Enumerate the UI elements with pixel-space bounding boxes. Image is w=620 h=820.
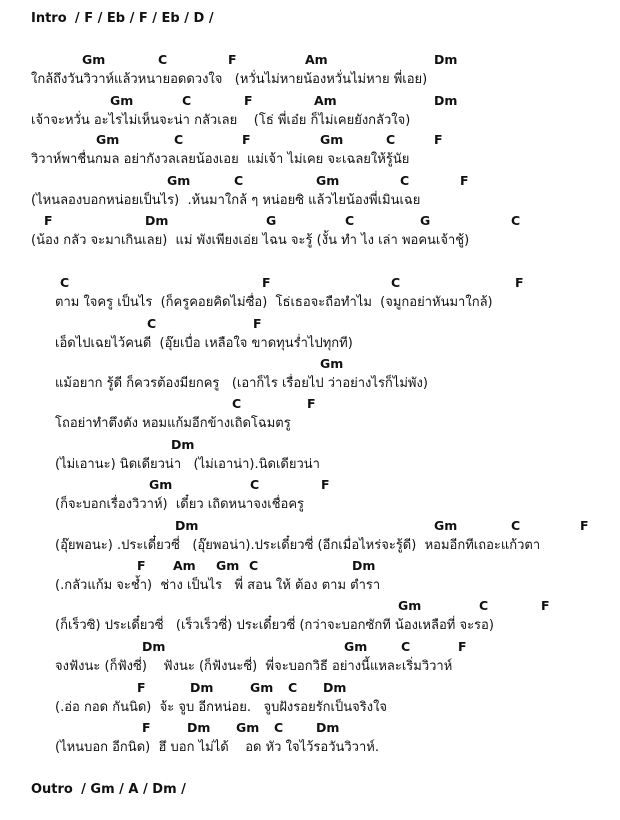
chord-label: Am	[314, 93, 337, 108]
chord-label: Dm	[352, 558, 376, 573]
chord-label: C	[174, 132, 184, 147]
lyric-line: จงฟังนะ (ก็ฟังซี่) ฟังนะ (ก็ฟังนะซี่) พี่จะบอกวิธี อย่างนี้แหละเริ่มวิวาห์	[55, 659, 453, 674]
chord-label: F	[541, 598, 550, 613]
chord-label: F	[580, 518, 589, 533]
lyric-line: เจ้าจะหวั่น อะไรไม่เห็นจะน่า กลัวเลย (โธ่ พี่เอ๋ย ก็ไม่เคยยังกลัวใจ)	[31, 113, 411, 128]
chord-label: C	[401, 639, 411, 654]
chord-label: Dm	[142, 639, 166, 654]
chord-label: F	[253, 316, 262, 331]
chord-label: F	[307, 396, 316, 411]
lyric-line: (ก็จะบอกเรื่องวิวาห์) เดี๋ยว เถิดหนาจงเชื่อครู	[55, 497, 305, 512]
chord-label: F	[137, 558, 146, 573]
intro-label: Intro	[31, 11, 67, 26]
lyric-line: (ไหนบอก อีกนิด) ฮึ บอก ไม่ได้ อด หัว ใจไว้รอวันวิวาห์.	[55, 740, 379, 755]
chord-label: F	[434, 132, 443, 147]
lyric-line: (น้อง กลัว จะมาเกินเลย) แม่ พังเพียงเอ่ย ไฉน จะรู้ (งั้น ทำ ไง เล่า พอคนเจ้าชู้)	[31, 233, 470, 248]
chord-label: C	[386, 132, 396, 147]
chord-label: Gm	[320, 132, 344, 147]
lyric-line: เอ็ดไปเฉยไว้คนดี (อุ๊ยเบื่อ เหลือใจ ขาดทุนร่ำไปทุกที)	[55, 336, 353, 351]
chord-label: F	[321, 477, 330, 492]
chord-label: C	[345, 213, 355, 228]
lyric-line: แม้อยาก รู้ดี ก็ควรต้องมียกครู (เอาก็ไร เรื่อยไป ว่าอย่างไรก็ไม่พัง)	[55, 376, 428, 391]
chord-label: C	[234, 173, 244, 188]
outro-label: Outro	[31, 782, 73, 797]
chord-label: Gm	[82, 52, 106, 67]
chord-label: Gm	[320, 356, 344, 371]
chord-label: Dm	[190, 680, 214, 695]
lyric-line: โถอย่าทำตึงตัง หอมแก้มอีกข้างเถิดโฉมตรู	[55, 416, 291, 431]
chord-label: Dm	[434, 52, 458, 67]
lyric-line: ใกล้ถึงวันวิวาห์แล้วหนายอดดวงใจ (หวั่นไม่หายน้องหวั่นไม่หาย พี่เอย)	[31, 72, 428, 87]
lyric-line: (อุ๊ยพอนะ) .ประเดี๋ยวซี่ (อุ๊ยพอน่า).ประเดี๋ยวซี่ (อีกเมื่อไหร่จะรู้ดี) หอมอีกทีเถอะแก้วตา	[55, 538, 541, 553]
chord-label: Gm	[110, 93, 134, 108]
chord-label: Dm	[316, 720, 340, 735]
lyric-line: (.อ่อ กอด กันนิด) จ้ะ จูบ อีกหน่อย. จูบฝังรอยรักเป็นจริงใจ	[55, 700, 388, 715]
chord-label: Gm	[344, 639, 368, 654]
chord-label: G	[266, 213, 277, 228]
chord-label: F	[244, 93, 253, 108]
chord-label: Gm	[216, 558, 240, 573]
chord-label: Dm	[175, 518, 199, 533]
lyric-line: (ก็เร็วซิ) ประเดี๋ยวซี่ (เร็วเร็วซี่) ประเดี๋ยวซี่ (กว่าจะบอกซักที น้องเหลือที่ จะรอ)	[55, 618, 494, 633]
chord-label: C	[147, 316, 157, 331]
chord-label: Am	[305, 52, 328, 67]
chord-label: G	[420, 213, 431, 228]
chord-label: F	[460, 173, 469, 188]
intro-progression: / F / Eb / F / Eb / D /	[74, 11, 214, 26]
chord-label: Dm	[434, 93, 458, 108]
chord-label: C	[250, 477, 260, 492]
chord-label: Dm	[323, 680, 347, 695]
chord-label: C	[60, 275, 70, 290]
chord-label: F	[228, 52, 237, 67]
chord-label: Am	[173, 558, 196, 573]
chord-label: Gm	[250, 680, 274, 695]
chord-label: Gm	[96, 132, 120, 147]
chord-label: C	[232, 396, 242, 411]
lyric-line: ตาม ใจครู เป็นไร (ก็ครูคอยคิดไม่ซื่อ) โธ่เธอจะถือทำไม (จมูกอย่าหันมาใกล้)	[55, 295, 493, 310]
lyric-line: (ไม่เอานะ) นิดเดียวน่า (ไม่เอาน่า).นิดเดียวน่า	[55, 457, 320, 472]
chord-label: Dm	[171, 437, 195, 452]
chord-label: Gm	[398, 598, 422, 613]
chord-label: C	[274, 720, 284, 735]
chord-label: Gm	[236, 720, 260, 735]
chord-label: Dm	[145, 213, 169, 228]
chord-label: C	[249, 558, 259, 573]
chord-label: C	[400, 173, 410, 188]
chord-label: Gm	[149, 477, 173, 492]
lyric-line: (ไหนลองบอกหน่อยเป็นไร) .ห้นมาใกล้ ๆ หน่อยซิ แล้วไยน้องพี่เมินเฉย	[31, 193, 421, 208]
chord-label: F	[515, 275, 524, 290]
chord-label: C	[511, 213, 521, 228]
chord-label: C	[479, 598, 489, 613]
chord-label: C	[391, 275, 401, 290]
lyric-line: (.กลัวแก้ม จะช้ำ) ช่าง เป็นไร พี่ สอน ให้ ต้อง ตาม ตำรา	[55, 578, 381, 593]
chord-label: F	[137, 680, 146, 695]
intro-line	[31, 11, 214, 27]
chord-label: F	[262, 275, 271, 290]
chord-label: C	[158, 52, 168, 67]
chord-label: C	[511, 518, 521, 533]
chord-label: Gm	[167, 173, 191, 188]
outro-line	[31, 782, 186, 798]
chord-label: F	[458, 639, 467, 654]
chord-label: C	[182, 93, 192, 108]
outro-progression: / Gm / A / Dm /	[81, 782, 186, 797]
chord-label: Dm	[187, 720, 211, 735]
chord-label: C	[288, 680, 298, 695]
chord-label: F	[142, 720, 151, 735]
chord-label: F	[44, 213, 53, 228]
chord-label: F	[242, 132, 251, 147]
lyric-line: วิวาห์พาชื่นกมล อย่ากังวลเลยน้องเอย แม่เจ้า ไม่เคย จะเฉลยให้รู้นัย	[31, 152, 410, 167]
chord-label: Gm	[316, 173, 340, 188]
chord-label: Gm	[434, 518, 458, 533]
